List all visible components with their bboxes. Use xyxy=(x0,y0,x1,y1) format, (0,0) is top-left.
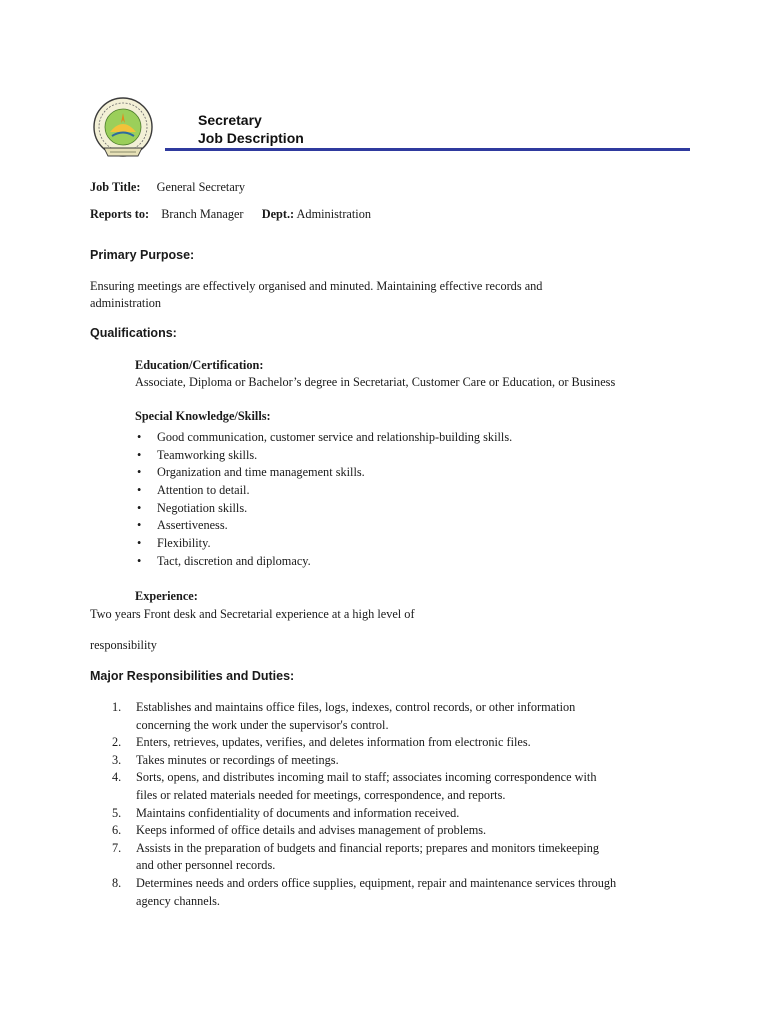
title-line-doc-type: Job Description xyxy=(198,130,304,146)
list-item: • Negotiation skills. xyxy=(135,500,655,518)
reports-row xyxy=(90,207,371,222)
purpose-line: Ensuring meetings are effectively organised and minuted. Maintaining effective records and xyxy=(90,279,543,293)
item-number: 6. xyxy=(112,823,122,838)
list-item: • Assertiveness. xyxy=(135,517,655,535)
job-title-label: Job Title: xyxy=(90,180,141,194)
experience-heading: Experience: xyxy=(135,589,198,603)
title-line-role: Secretary xyxy=(198,112,262,128)
list-item: 5. Maintains confidentiality of documents and information received. xyxy=(112,805,682,823)
experience-text-line1: Two years Front desk and Secretarial experience at a high level of xyxy=(90,607,415,621)
list-item: • Attention to detail. xyxy=(135,482,655,500)
bullet-icon: • xyxy=(137,447,142,462)
bullet-icon: • xyxy=(137,553,142,568)
primary-purpose-heading: Primary Purpose: xyxy=(90,248,195,262)
list-item: 2. Enters, retrieves, updates, verifies, and deletes information from electronic files. xyxy=(112,734,682,752)
qualifications-heading: Qualifications: xyxy=(90,326,177,340)
dept-value: Administration xyxy=(296,207,372,221)
duties-list xyxy=(112,699,682,910)
list-item: 1. Establishes and maintains office files, logs, indexes, control records, or other information concerning the work under the supervisor's control. xyxy=(112,700,576,732)
list-item: 7. Assists in the preparation of budgets and financial reports; prepares and monitors timekeeping and other personnel records. xyxy=(112,840,600,873)
reports-to-label: Reports to: xyxy=(90,207,150,221)
primary-purpose-text xyxy=(90,278,630,312)
skills-list xyxy=(135,429,655,571)
header-rule xyxy=(165,148,690,151)
skills-heading: Special Knowledge/Skills: xyxy=(135,409,271,423)
list-item: 6. Keeps informed of office details and advises management of problems. xyxy=(112,822,682,840)
item-number: 3. xyxy=(112,752,122,767)
dept-label: Dept.: xyxy=(261,207,295,221)
list-item: • Teamworking skills. xyxy=(135,447,655,465)
list-item: 8. Determines needs and orders office supplies, equipment, repair and maintenance services through agency channels. xyxy=(112,875,617,908)
item-number: 8. xyxy=(112,875,122,890)
experience-text-line2: responsibility xyxy=(90,638,157,652)
item-number: 2. xyxy=(112,735,122,750)
list-item: • Tact, discretion and diplomacy. xyxy=(135,553,655,571)
list-item: 3. Takes minutes or recordings of meetings. xyxy=(112,752,682,770)
item-number: 7. xyxy=(112,840,122,855)
bullet-icon: • xyxy=(137,536,142,551)
job-title-row xyxy=(90,180,245,195)
bullet-icon: • xyxy=(137,430,142,444)
item-number: 5. xyxy=(112,805,122,820)
list-item: • Organization and time management skills. xyxy=(135,464,655,482)
organization-seal-logo xyxy=(90,96,156,162)
reports-to-value: Branch Manager xyxy=(161,207,244,221)
education-heading: Education/Certification: xyxy=(135,358,264,372)
purpose-line: administration xyxy=(90,296,162,310)
bullet-icon: • xyxy=(137,518,142,533)
list-item: • Good communication, customer service and relationship-building skills. xyxy=(135,429,655,447)
list-item: • Flexibility. xyxy=(135,535,655,553)
document-title xyxy=(198,111,304,147)
education-text: Associate, Diploma or Bachelor’s degree in Secretariat, Customer Care or Education, or Business xyxy=(135,375,616,389)
list-item: 4. Sorts, opens, and distributes incoming mail to staff; associates incoming correspondence with files or related materials needed for meetings, correspondence, and reports. xyxy=(112,770,597,802)
bullet-icon: • xyxy=(137,483,142,498)
bullet-icon: • xyxy=(137,465,142,480)
item-number: 4. xyxy=(112,770,122,785)
job-title-value: General Secretary xyxy=(156,180,246,194)
item-number: 1. xyxy=(112,700,122,714)
bullet-icon: • xyxy=(137,500,142,515)
duties-heading: Major Responsibilities and Duties: xyxy=(90,669,295,683)
